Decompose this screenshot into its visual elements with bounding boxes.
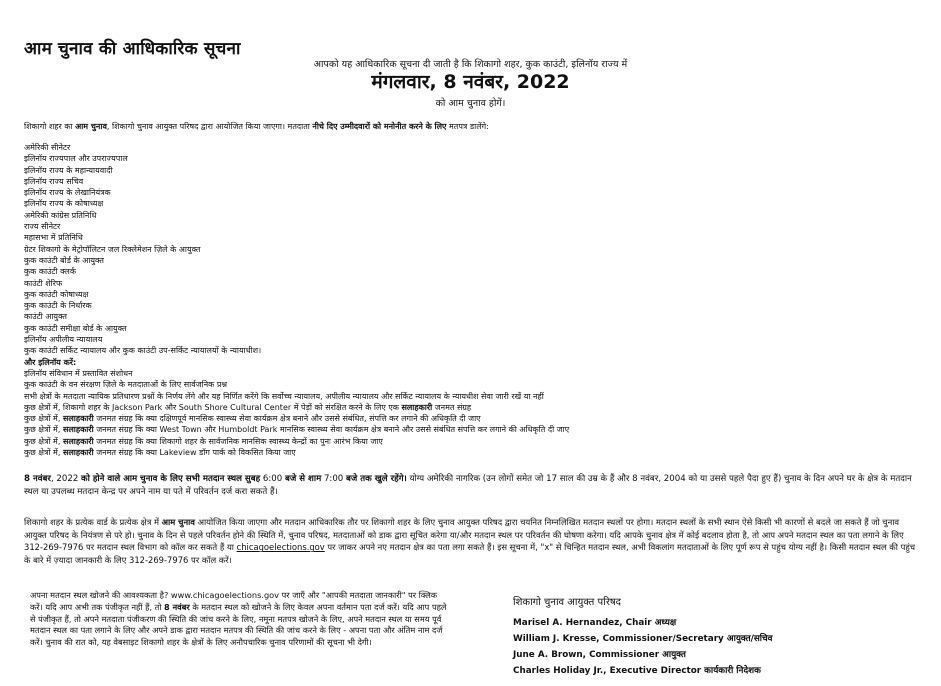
polls-bold: बजे से शाम xyxy=(284,474,322,484)
ward-text: आयोजित किया जाएगा और मतदान आधिकारिक तौर पर शिकागो शहर के लिए चुनाव आयुक्त परिषद द्वारा चयनित निम्नलिखित मतदान स्थलों पर होगा। मतदान स्थलों के सभी स्थान ऐसे किसी भी कारणों से बदले जा सकते हैं जो चुनाव आयुक्त परिषद के नियंत्रण से परे हो। चुनाव के दिन से पहले परिवर्तन होने की स्थिति में, चुनाव परिषद, मतदाताओं को डाक द्वारा सूचित करेगा या/और मतदान स्थल पर परिवर्तन की घोषणा करेगा। यदि आपके चुनाव क्षेत्र में कोई बदलाव होता है, तो आप अपने मतदान स्थल का पता लगाने के लिए 312-269-7976 पर मतदान स्थल विभाग को कॉल कर सकते हैं या xyxy=(24,517,904,553)
advisory-bold: सलाहकारी xyxy=(62,448,94,458)
office-item: राज्य सीनेटर xyxy=(24,222,61,232)
polls-bold: बजे तक खुले रहेंगे। xyxy=(346,474,407,484)
advisory-text: कुछ क्षेत्रों में, xyxy=(24,448,63,458)
office-item: अमेरिकी कांग्रेस प्रतिनिधि xyxy=(24,210,97,220)
advisory-item xyxy=(24,447,569,458)
member-name: William J. Kresse, Commissioner/Secretary xyxy=(513,634,727,644)
advisory-bold: सलाहकारी xyxy=(62,414,94,424)
member-role: कार्यकारी निदेशक xyxy=(704,666,761,676)
board-member xyxy=(513,631,773,647)
ward-bold: आम चुनाव xyxy=(161,517,195,527)
advisory-bold: सलाहकारी xyxy=(62,436,94,446)
ward-text: शिकागो शहर के प्रत्येक वार्ड के प्रत्येक क्षेत्र में xyxy=(24,517,162,527)
advisory-text: जनमत संग्रह कि क्या Lakeview डॉग पार्क को विकसित किया जाए xyxy=(93,448,296,458)
member-name: Charles Holiday Jr., Executive Director xyxy=(513,666,705,676)
office-item: काउंटी शेरिफ xyxy=(24,278,63,288)
advisory-item xyxy=(24,424,569,435)
office-item: इलिनॉय राज्य सचिव xyxy=(24,176,84,186)
office-item: कुक काउंटी के निर्धारक xyxy=(24,301,92,311)
board-signature-block xyxy=(513,595,773,679)
board-member xyxy=(513,615,773,631)
office-item: कुक काउंटी समीक्षा बोर्ड के आयुक्त xyxy=(24,323,127,333)
advisory-text: जनमत संग्रह कि क्या दक्षिणपूर्व मानसिक स्वास्थ्य सेवा कार्यक्रम क्षेत्र बनाने और उससे संबंधित, संपत्ति कर लगाने की अधिकृति दी जाए xyxy=(93,414,481,424)
lead-bold-2: नीचे दिए उम्मीदवारों को मनोनीत करने के लिए xyxy=(312,122,447,131)
office-item: इलिनॉय राज्यपाल और उपराज्यपाल xyxy=(24,154,128,164)
polls-text: 7:00 xyxy=(321,474,346,484)
offices-list xyxy=(24,142,569,458)
office-item: काउंटी आयुक्त xyxy=(24,312,67,322)
elections-website-link[interactable]: chicagoelections.gov xyxy=(236,542,325,553)
polls-bold: को होने वाले आम चुनाव के लिए सभी मतदान स्थल सुबह xyxy=(81,474,261,484)
measure-item: कुक काउंटी के वन संरक्षण ज़िले के मतदाताओं के लिए सार्वजनिक प्रश्न xyxy=(24,380,228,390)
board-member xyxy=(513,663,773,679)
election-date: मंगलवार, 8 नवंबर, 2022 xyxy=(371,71,570,93)
advisory-text: कुछ क्षेत्रों में, xyxy=(24,436,63,446)
advisory-text: जनमत संग्रह कि क्या शिकागो शहर के सार्वजनिक मानसिक स्वास्थ्य केन्द्रों का पुनः आरंभ किया जाए xyxy=(93,436,383,446)
advisory-item xyxy=(24,436,569,447)
measure-item: सभी क्षेत्रों के मतदाता न्यायिक प्रतिधारण प्रश्नों के निर्णय लेंगे और यह निर्णित करेंगे कि सर्वोच्च न्यायालय, अपीलीय न्यायालय और सर्किट न्यायालय के न्यायधीश सेवा जारी रखें या नहीं xyxy=(24,391,544,401)
office-item: कुक काउंटी बोर्ड के आयुक्त xyxy=(24,255,104,265)
lead-text-1: शिकागो शहर का xyxy=(24,122,76,131)
office-item: इलिनॉय अपीलीय न्यायालय xyxy=(24,335,103,345)
office-item: कुक काउंटी सर्किट न्यायालय और कुक काउंटी उप-सर्किट न्यायालयों के न्यायाधीश। xyxy=(24,346,262,356)
lead-paragraph xyxy=(24,121,924,132)
measures-heading: और इलिनॉय करें: xyxy=(24,357,77,367)
office-item: इलिनॉय राज्य के कोषाध्यक्ष xyxy=(24,199,104,209)
member-role: आयुक्त/सचिव xyxy=(726,634,773,644)
office-item: इलिनॉय राज्य के लेखानियंत्रक xyxy=(24,188,111,198)
member-name: Marisel A. Hernandez, Chair xyxy=(513,618,655,628)
advisory-text: कुछ क्षेत्रों में, शिकागो शहर के Jackson Park और South Shore Cultural Center में पेड़ों को संरक्षित करने के लिए एक xyxy=(24,402,402,412)
office-item: कुक काउंटी क्लर्क xyxy=(24,267,77,277)
board-member xyxy=(513,647,773,663)
office-item: महासभा में प्रतिनिधि xyxy=(24,233,83,243)
advisory-item xyxy=(24,402,569,413)
lead-text-2: , शिकागो चुनाव आयुक्त परिषद द्वारा आयोजित किया जाएगा। मतदाता xyxy=(106,122,313,131)
polls-text: , 2022 xyxy=(50,474,82,484)
lead-text-3: मतपत्र डालेंगे: xyxy=(446,122,489,131)
lookup-paragraph xyxy=(30,590,450,649)
polls-text: 6:00 xyxy=(260,474,285,484)
advisory-text: कुछ क्षेत्रों में, xyxy=(24,425,63,435)
advisory-text: कुछ क्षेत्रों में, xyxy=(24,414,63,424)
polls-text: योग्य अमेरिकी नागरिक (उन लोगों समेत जो 17 साल की उम्र के हैं और 8 नवंबर, 2004 को या उससे पहले पैदा हुए हैं) चुनाव के दिन अपने घर के क्षेत्र के मतदान स्थल या उपलब्ध मतदान केन्द्र पर अपने नाम या पते में परिवर्तन दर्ज करा सकते हैं। xyxy=(24,474,912,497)
measure-item: इलिनॉय संविधान में प्रस्तावित संशोधन xyxy=(24,368,133,378)
advisory-text: जनमत संग्रह कि क्या West Town और Humboldt Park मानसिक स्वास्थ्य सेवा कार्यक्रम क्षेत्र बनाने और उससे संबंधित संपत्ति कर लगाने की अधिकृति दी जाए xyxy=(93,425,570,435)
advisory-item xyxy=(24,413,569,424)
advisory-bold: सलाहकारी xyxy=(62,425,94,435)
member-name: June A. Brown, Commissioner xyxy=(513,650,663,660)
notice-title: आम चुनाव की आधिकारिक सूचना xyxy=(24,39,241,59)
lookup-text: अपना मतदान स्थल खोजने की आवश्यकता है? www.chicagoelections.gov पर जाएँ और "आपकी मतदाता जानकारी" पर क्लिक करें। यदि आप अभी तक पंजीकृत नहीं हैं, तो xyxy=(30,590,438,612)
ward-paragraph xyxy=(24,516,924,566)
notice-intro: आपको यह आधिकारिक सूचना दी जाती है कि शिकागो शहर, कुक काउंटी, इलिनॉय राज्य में xyxy=(313,59,628,70)
office-item: ग्रेटर शिकागो के मेट्रोपॉलिटन जल रिक्लेमेशन ज़िले के आयुक्त xyxy=(24,244,201,254)
lookup-bold: 8 नवंबर xyxy=(164,601,190,612)
member-role: आयुक्त xyxy=(662,650,686,660)
member-role: अध्यक्ष xyxy=(654,618,677,628)
office-item: इलिनॉय राज्य के महान्यायवादी xyxy=(24,165,113,175)
board-heading: शिकागो चुनाव आयुक्त परिषद xyxy=(513,597,621,608)
lookup-text: के मतदान स्थल को खोजने के लिए केवल अपना वर्तमान पता दर्ज करें। यदि आप पहले से पंजीकृत हैं, तो अपने मतदाता पंजीकरण की स्थिति की जांच करने के लिए, नमूना मतपत्र खोजने के लिए, अपने मतदान स्थल या समय पूर्व मतदान स्थल का पता लगाने के लिए और अपने डाक द्वारा मतदान मतपत्र की स्थिति की जांच करने के लिए - अपना पता और अंतिम नाम दर्ज करें। चुनाव की रात को, यह वेबसाइट शिकागो शहर के क्षेत्रों के लिए अनौपचारिक चुनाव परिणामों की सूचना भी देगी। xyxy=(30,601,447,648)
advisory-bold: सलाहकारी xyxy=(401,402,433,412)
office-item: अमेरिकी सीनेटर xyxy=(24,143,71,152)
office-item: कुक काउंटी कोषाध्यक्ष xyxy=(24,289,89,299)
polls-bold: 8 नवंबर xyxy=(24,474,51,484)
advisory-text: जनमत संग्रह xyxy=(432,402,472,412)
election-held-line: को आम चुनाव होगें। xyxy=(435,98,506,109)
ward-text: पर जाकर अपने नए मतदान क्षेत्र का पता लगा सकते हैं। इस सूचना में, "x" से चिन्हित मतदान स्थल, अभी विकलांग मतदाताओं के लिए पूर्ण रूप से पहुंच योग्य नहीं है। किसी मतदान स्थल की पहुंच के बारे में ज़्यादा जानकारी के लिए 312-269-7976 पर कॉल करें। xyxy=(24,542,916,565)
lead-bold-1: आम चुनाव xyxy=(75,122,107,131)
polling-hours-paragraph xyxy=(24,473,924,498)
